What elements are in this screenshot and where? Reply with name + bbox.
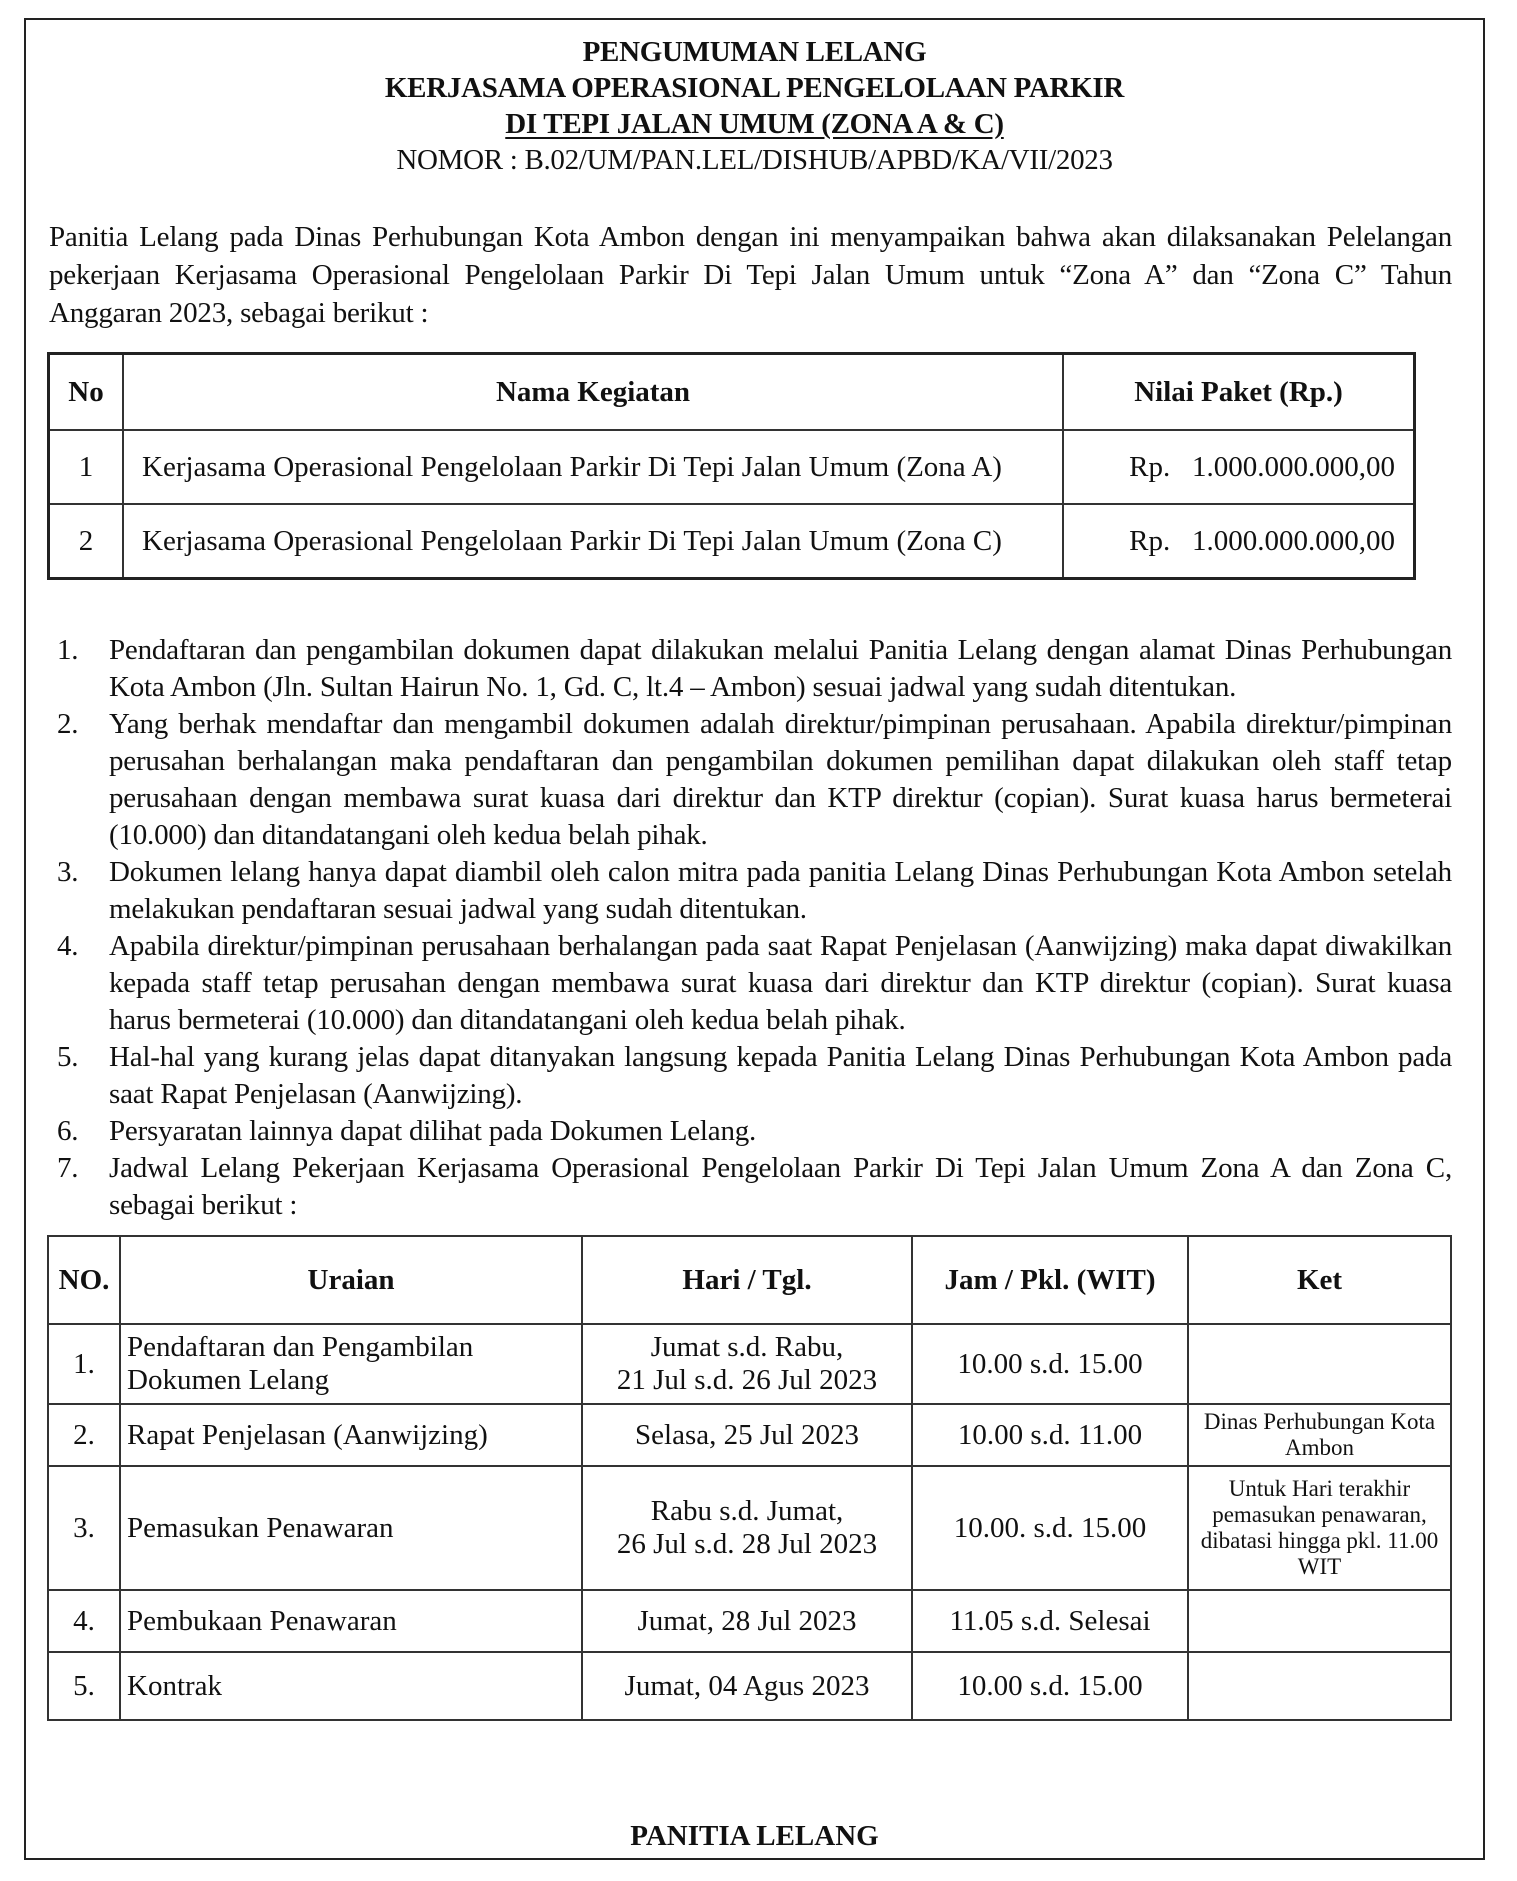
jadwal-no: 2. [48,1404,120,1466]
document-header [26,34,1483,178]
jadwal-jam: 10.00. s.d. 15.00 [912,1466,1188,1590]
paket-col-nama: Nama Kegiatan [123,354,1063,431]
jadwal-col-hari: Hari / Tgl. [582,1236,912,1324]
header-subtitle: KERJASAMA OPERASIONAL PENGELOLAAN PARKIR [384,72,1125,104]
list-item [47,706,1452,854]
table-row [48,1652,1451,1720]
list-item-number: 1. [57,634,79,666]
header-nomor: NOMOR : B.02/UM/PAN.LEL/DISHUB/APBD/KA/VII/2023 [396,144,1113,176]
paket-no: 2 [49,504,124,579]
jadwal-uraian: Kontrak [120,1652,582,1720]
list-item [47,854,1452,928]
jadwal-col-no: NO. [48,1236,120,1324]
jadwal-hari [582,1466,912,1590]
jadwal-no: 4. [48,1590,120,1652]
table-row [48,1466,1451,1590]
jadwal-table [47,1235,1452,1721]
table-row [49,430,1415,504]
header-zone: DI TEPI JALAN UMUM (ZONA A & C) [505,108,1004,140]
list-item-text: Pendaftaran dan pengambilan dokumen dapat dilakukan melalui Panitia Lelang dengan alamat Dinas Perhubungan Kota Ambon (Jln. Sultan Hairun No. 1, Gd. C, lt.4 – Ambon) sesuai jadwal yang sudah ditentukan. [109,634,1452,703]
document-frame [24,18,1485,1860]
header-title: PENGUMUMAN LELANG [582,36,927,68]
list-item-number: 6. [57,1115,79,1147]
jadwal-uraian: Pembukaan Penawaran [120,1590,582,1652]
table-row [48,1324,1451,1404]
list-item [47,1150,1452,1224]
jadwal-uraian: Pemasukan Penawaran [120,1466,582,1590]
jadwal-hari-line1: Jumat s.d. Rabu, [650,1331,844,1363]
jadwal-hari: Jumat, 28 Jul 2023 [582,1590,912,1652]
jadwal-ket [1188,1652,1451,1720]
jadwal-uraian: Rapat Penjelasan (Aanwijzing) [120,1404,582,1466]
list-item-text: Dokumen lelang hanya dapat diambil oleh calon mitra pada panitia Lelang Dinas Perhubungan Kota Ambon setelah melakukan pendaftaran sesuai jadwal yang sudah ditentukan. [109,856,1452,925]
jadwal-ket: Dinas Perhubungan Kota Ambon [1188,1404,1451,1466]
jadwal-col-uraian: Uraian [120,1236,582,1324]
footer-signature: PANITIA LELANG [630,1820,879,1852]
list-item-number: 2. [57,708,79,740]
jadwal-hari-line2: 26 Jul s.d. 28 Jul 2023 [616,1528,878,1560]
table-row [48,1590,1451,1652]
jadwal-uraian: Pendaftaran dan Pengambilan Dokumen Lelang [120,1324,582,1404]
paket-table-header [49,354,1415,431]
list-item-number: 5. [57,1041,79,1073]
paket-col-no: No [49,354,124,431]
jadwal-hari: Selasa, 25 Jul 2023 [582,1404,912,1466]
terms-list [47,632,1452,1224]
list-item-text: Persyaratan lainnya dapat dilihat pada Dokumen Lelang. [109,1115,757,1147]
list-item-text: Jadwal Lelang Pekerjaan Kerjasama Operasional Pengelolaan Parkir Di Tepi Jalan Umum Zona A dan Zona C, sebagai berikut : [109,1152,1452,1221]
list-item [47,1039,1452,1113]
jadwal-hari: Jumat, 04 Agus 2023 [582,1652,912,1720]
list-item-number: 4. [57,930,79,962]
list-item-text: Apabila direktur/pimpinan perusahaan berhalangan pada saat Rapat Penjelasan (Aanwijzing) maka dapat diwakilkan kepada staff tetap perusahan dengan membawa surat kuasa dari direktur dan KTP direktur (copian). Surat kuasa harus bermeterai (10.000) dan ditandatangani oleh kedua belah pihak. [109,930,1452,1036]
jadwal-ket: Untuk Hari terakhir pemasukan penawaran, dibatasi hingga pkl. 11.00 WIT [1188,1466,1451,1590]
paket-col-nilai: Nilai Paket (Rp.) [1063,354,1415,431]
list-item [47,632,1452,706]
jadwal-jam: 10.00 s.d. 15.00 [912,1652,1188,1720]
list-item-number: 7. [57,1152,79,1184]
paket-table [47,352,1416,580]
jadwal-jam: 11.05 s.d. Selesai [912,1590,1188,1652]
paket-nama: Kerjasama Operasional Pengelolaan Parkir Di Tepi Jalan Umum (Zona A) [123,430,1063,504]
list-item-text: Yang berhak mendaftar dan mengambil dokumen adalah direktur/pimpinan perusahaan. Apabila direktur/pimpinan perusahan berhalangan maka pendaftaran dan pengambilan dokumen pemilihan dapat dilakukan oleh staff tetap perusahaan dengan membawa surat kuasa dari direktur dan KTP direktur (copian). Surat kuasa harus bermeterai (10.000) dan ditandatangani oleh kedua belah pihak. [109,708,1452,851]
table-row [48,1404,1451,1466]
jadwal-hari-line2: 21 Jul s.d. 26 Jul 2023 [616,1364,878,1396]
jadwal-ket [1188,1590,1451,1652]
jadwal-hari-line1: Rabu s.d. Jumat, [650,1495,844,1527]
jadwal-jam: 10.00 s.d. 15.00 [912,1324,1188,1404]
jadwal-col-jam: Jam / Pkl. (WIT) [912,1236,1188,1324]
jadwal-ket [1188,1324,1451,1404]
paket-nilai: Rp. 1.000.000.000,00 [1063,504,1415,579]
list-item [47,928,1452,1039]
jadwal-jam: 10.00 s.d. 11.00 [912,1404,1188,1466]
paket-no: 1 [49,430,124,504]
jadwal-hari [582,1324,912,1404]
paket-nilai: Rp. 1.000.000.000,00 [1063,430,1415,504]
list-item-number: 3. [57,856,79,888]
jadwal-no: 5. [48,1652,120,1720]
paket-nama: Kerjasama Operasional Pengelolaan Parkir Di Tepi Jalan Umum (Zona C) [123,504,1063,579]
list-item-text: Hal-hal yang kurang jelas dapat ditanyakan langsung kepada Panitia Lelang Dinas Perhubungan Kota Ambon pada saat Rapat Penjelasan (Aanwijzing). [109,1041,1452,1110]
table-row [49,504,1415,579]
list-item [47,1113,1452,1150]
intro-paragraph: Panitia Lelang pada Dinas Perhubungan Kota Ambon dengan ini menyampaikan bahwa akan dilaksanakan Pelelangan pekerjaan Kerjasama Operasional Pengelolaan Parkir Di Tepi Jalan Umum untuk “Zona A” dan “Zona C” Tahun Anggaran 2023, sebagai berikut : [49,221,1452,329]
jadwal-no: 1. [48,1324,120,1404]
jadwal-col-ket: Ket [1188,1236,1451,1324]
jadwal-table-header [48,1236,1451,1324]
jadwal-no: 3. [48,1466,120,1590]
